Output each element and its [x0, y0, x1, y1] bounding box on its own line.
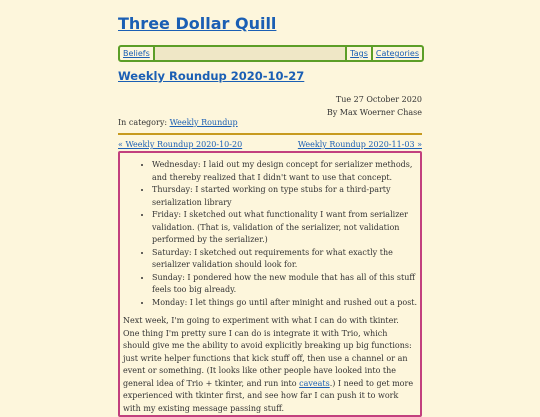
- list-item: • Monday: I let things go until after minight and rushed out a post.: [152, 297, 420, 310]
- list-item: • Friday: I sketched out what functionality I want from serializer validation. (That is, validation of the serializer, not validation performed by the serializer.): [152, 209, 420, 247]
- post-date: Tue 27 October 2020: [335, 95, 422, 104]
- list-item: • Wednesday: I laid out my design concept for serializer methods, and thereby realized that I didn't want to use that concept.: [152, 159, 420, 184]
- nav-beliefs-link[interactable]: Beliefs: [123, 49, 150, 58]
- divider-rule: [118, 133, 422, 135]
- navbar: [118, 45, 424, 62]
- category-label: In category:: [118, 118, 168, 127]
- post-author: By Max Woerner Chase: [326, 108, 422, 117]
- roundup-list: [120, 159, 420, 309]
- post-category: [118, 118, 238, 127]
- paragraph-text: .) I need to get more experienced with tkinter first, and see how far I can push it to work with my existing message passing stuff.: [123, 378, 414, 413]
- next-week-paragraph: [123, 315, 416, 415]
- prev-post-link[interactable]: « Weekly Roundup 2020-10-20: [118, 140, 243, 149]
- next-post-link[interactable]: Weekly Roundup 2020-11-03 »: [297, 140, 422, 149]
- category-link[interactable]: Weekly Roundup: [169, 118, 238, 127]
- paragraph-text: Next week, I'm going to experiment with what I can do with tkinter. One thing I'm pretty sure I can do is integrate it with Trio, which should give me the ability to avoid explicitly breaking up big functions: just write helper functions that kick stuff off, then use a channel or an event or something. (It looks like other people have looked into the general idea of Trio + tkinter, and run into: [123, 316, 412, 388]
- nav-categories-link[interactable]: Categories: [375, 49, 419, 58]
- nav-spacer: [155, 47, 345, 60]
- list-item: • Sunday: I pondered how the new module that has all of this stuff feels too big already.: [152, 272, 420, 297]
- post-content: [118, 151, 422, 417]
- site-title[interactable]: Three Dollar Quill: [118, 14, 277, 33]
- caveats-link[interactable]: caveats: [299, 378, 330, 388]
- nav-tags-link[interactable]: Tags: [350, 49, 368, 58]
- post-title-link[interactable]: Weekly Roundup 2020-10-27: [118, 69, 305, 83]
- list-item: • Thursday: I started working on type stubs for a third-party serialization library: [152, 184, 420, 209]
- list-item: • Saturday: I sketched out requirements for what exactly the serializer validation should look for.: [152, 247, 420, 272]
